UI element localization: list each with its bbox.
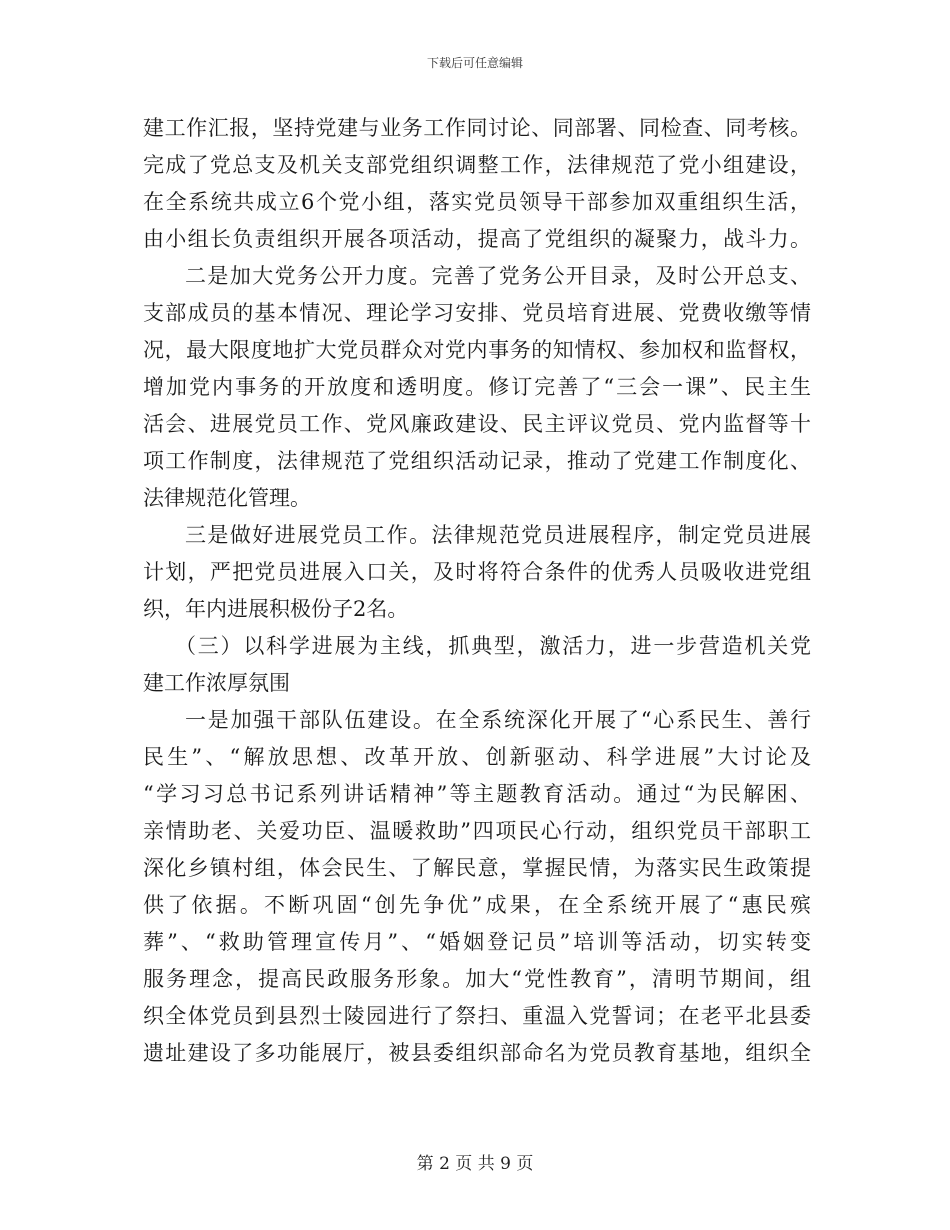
- body-line: 织全体党员到县烈士陵园进行了祭扫、重温入党誓词；在老平北县委: [143, 1004, 811, 1028]
- body-line: 况，最大限度地扩大党员群众对党内事务的知情权、参加权和监督权，: [143, 338, 811, 362]
- section-heading-line: 建工作浓厚氛围: [143, 671, 290, 695]
- body-line: 活会、进展党员工作、党风廉政建设、民主评议党员、党内监督等十: [143, 412, 811, 436]
- section-heading-line: （三）以科学进展为主线，抓典型，激活力，进一步营造机关党: [175, 634, 811, 658]
- paragraph-start-line: 一是加强干部队伍建设。在全系统深化开展了“心系民生、善行: [185, 708, 811, 732]
- body-line: 支部成员的基本情况、理论学习安排、党员培育进展、党费收缴等情: [143, 301, 811, 325]
- body-line: 计划，严把党员进展入口关，及时将符合条件的优秀人员吸收进党组: [143, 560, 811, 584]
- body-line: 遗址建设了多功能展厅，被县委组织部命名为党员教育基地，组织全: [143, 1041, 811, 1065]
- body-line: 由小组长负责组织开展各项活动，提高了党组织的凝聚力，战斗力。: [143, 227, 811, 251]
- body-line: 服务理念，提高民政服务形象。加大“党性教育”，清明节期间，组: [143, 967, 811, 991]
- page-footer: 第 2 页 共 9 页: [416, 1154, 534, 1174]
- body-line: 织，年内进展积极份子2名。: [143, 597, 409, 621]
- body-line: 民生”、“解放思想、改革开放、创新驱动、科学进展”大讨论及: [143, 745, 811, 769]
- paragraph-start-line: 三是做好进展党员工作。法律规范党员进展程序，制定党员进展: [185, 523, 811, 547]
- body-line: 深化乡镇村组，体会民生、了解民意，掌握民情，为落实民生政策提: [143, 856, 811, 880]
- body-line: 增加党内事务的开放度和透明度。修订完善了“三会一课”、民主生: [143, 375, 811, 399]
- body-line: 完成了党总支及机关支部党组织调整工作，法律规范了党小组建设，: [143, 153, 811, 177]
- body-line: “学习习总书记系列讲话精神”等主题教育活动。通过“为民解困、: [143, 782, 811, 806]
- body-line: 建工作汇报，坚持党建与业务工作同讨论、同部署、同检查、同考核。: [143, 116, 811, 140]
- body-line: 葬”、“救助管理宣传月”、“婚姻登记员”培训等活动，切实转变: [143, 930, 811, 954]
- body-line: 法律规范化管理。: [143, 486, 311, 510]
- body-line: 项工作制度，法律规范了党组织活动记录，推动了党建工作制度化、: [143, 449, 811, 473]
- body-line: 供了依据。不断巩固“创先争优”成果，在全系统开展了“惠民殡: [143, 893, 811, 917]
- body-line: 在全系统共成立6个党小组，落实党员领导干部参加双重组织生活，: [143, 190, 811, 214]
- paragraph-start-line: 二是加大党务公开力度。完善了党务公开目录，及时公开总支、: [185, 264, 811, 288]
- document-body: [143, 110, 811, 1072]
- body-line: 亲情助老、关爱功臣、温暖救助”四项民心行动，组织党员干部职工: [143, 819, 811, 843]
- page-header: 下载后可任意编辑: [426, 56, 523, 70]
